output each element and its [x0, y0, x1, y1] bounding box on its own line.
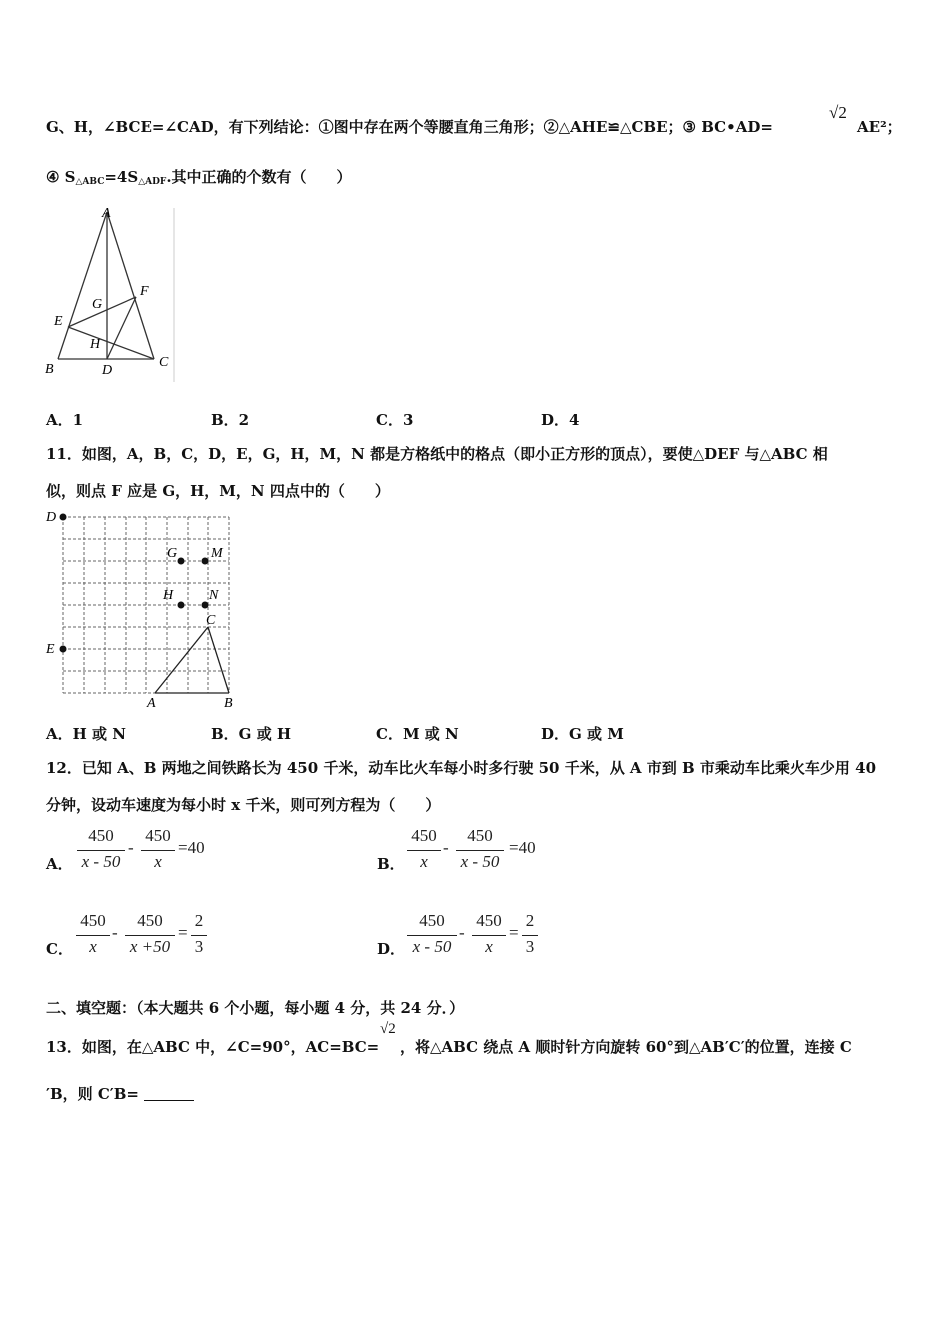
q12-c-minus: - — [112, 923, 118, 942]
point-E — [60, 646, 67, 653]
q10-sub2: △ADF — [138, 177, 167, 187]
q13-line2 — [46, 1083, 194, 1104]
point-D — [60, 514, 67, 521]
q11-option-c[interactable]: C．M 或 N — [376, 725, 459, 743]
label-F: F — [140, 284, 149, 299]
fraction-bar — [76, 935, 110, 936]
q10-line2-tail: .其中正确的个数有（ ） — [166, 168, 352, 186]
numerator: 450 — [137, 911, 163, 930]
denominator: x — [154, 852, 162, 871]
label-B: B — [224, 696, 233, 710]
q10-option-d[interactable]: D．4 — [541, 411, 580, 429]
q10-line2-mid: =4S — [104, 168, 139, 186]
q12-c-frac1 — [76, 911, 110, 959]
q10-line1-text: G、H，∠BCE=∠CAD，有下列结论：①图中存在两个等腰直角三角形；②△AHE≌△CBE；③ BC•AD= — [46, 118, 773, 136]
denominator: x +50 — [129, 937, 171, 956]
fraction-bar — [77, 850, 125, 851]
q10-sqrt2: √2 — [829, 103, 847, 122]
label-C: C — [159, 355, 169, 370]
denominator: x — [420, 852, 428, 871]
label-H: H — [163, 588, 174, 603]
section-title-fill-blank: 二、填空题：（本大题共 6 个小题，每小题 4 分，共 24 分．） — [46, 999, 465, 1017]
q12-line2: 分钟，设动车速度为每小时 x 千米，则可列方程为（ ） — [46, 796, 441, 814]
fraction-bar — [407, 850, 441, 851]
label-D: D — [102, 363, 113, 378]
label-C: C — [206, 613, 216, 628]
q12-a-eq: =40 — [178, 838, 205, 857]
fraction-bar — [407, 935, 457, 936]
fraction-bar — [141, 850, 175, 851]
fraction-bar — [522, 935, 538, 936]
denominator: x — [485, 937, 493, 956]
numerator: 2 — [525, 911, 535, 930]
point-H — [178, 602, 185, 609]
q12-b-eq: =40 — [509, 838, 536, 857]
q12-b-frac1 — [407, 826, 441, 874]
denominator: x — [89, 937, 97, 956]
fraction-bar — [456, 850, 504, 851]
label-A: A — [102, 206, 111, 221]
answer-blank[interactable] — [144, 1086, 194, 1101]
numerator: 450 — [467, 826, 493, 845]
side-ac — [155, 627, 208, 693]
q12-option-a-label[interactable]: A． — [46, 855, 73, 873]
label-A: A — [147, 696, 156, 710]
q11-option-b[interactable]: B．G 或 H — [211, 725, 292, 743]
fraction-bar — [191, 935, 207, 936]
q12-c-frac3 — [191, 911, 207, 959]
q11-option-a[interactable]: A．H 或 N — [46, 725, 126, 743]
q11-line1: 11．如图，A，B，C，D，E，G，H，M，N 都是方格纸中的格点（即小正方形的顶点），要使△DEF 与△ABC 相 — [46, 445, 828, 463]
numerator: 450 — [411, 826, 437, 845]
label-G: G — [167, 546, 178, 561]
q12-d-frac2 — [472, 911, 506, 959]
point-M — [202, 558, 209, 565]
q12-a-frac1 — [77, 826, 125, 874]
q13-line2-text: ′B，则 C′B= — [46, 1085, 145, 1103]
numerator: 450 — [476, 911, 502, 930]
denominator: x - 50 — [412, 937, 452, 956]
label-E: E — [46, 642, 55, 657]
numerator: 450 — [419, 911, 445, 930]
q11-grid-figure — [40, 505, 240, 710]
q10-triangle-figure — [40, 200, 180, 385]
label-E: E — [54, 314, 63, 329]
q10-line2 — [46, 166, 352, 187]
denominator: 3 — [525, 937, 535, 956]
q12-c-eq: = — [178, 923, 188, 942]
q10-line1 — [46, 116, 773, 137]
label-M: M — [211, 546, 223, 561]
label-B: B — [45, 362, 54, 377]
q10-option-a[interactable]: A．1 — [46, 411, 84, 429]
numerator: 450 — [88, 826, 114, 845]
q13-line1a: 13．如图，在△ABC 中，∠C=90°，AC=BC= — [46, 1038, 380, 1056]
numerator: 2 — [194, 911, 204, 930]
q12-line1: 12．已知 A、B 两地之间铁路长为 450 千米，动车比火车每小时多行驶 50 千米，从 A 市到 B 市乘动车比乘火车少用 40 — [46, 759, 877, 777]
point-N — [202, 602, 209, 609]
numerator: 450 — [145, 826, 171, 845]
q12-c-frac2 — [125, 911, 175, 959]
q10-option-c[interactable]: C．3 — [376, 411, 414, 429]
q10-option-b[interactable]: B．2 — [211, 411, 250, 429]
side-cb — [208, 627, 229, 693]
label-N: N — [209, 588, 219, 603]
q12-d-frac1 — [407, 911, 457, 959]
fraction-bar — [472, 935, 506, 936]
q12-a-minus: - — [128, 838, 134, 857]
denominator: x - 50 — [81, 852, 121, 871]
numerator: 450 — [80, 911, 106, 930]
point-G — [178, 558, 185, 565]
q13-sqrt2: √2 — [380, 1021, 396, 1037]
q12-d-eq: = — [509, 923, 519, 942]
q12-d-frac3 — [522, 911, 538, 959]
q10-ae2: AE²； — [857, 118, 902, 136]
label-D: D — [46, 510, 57, 525]
label-G: G — [92, 297, 103, 312]
q13-line1b: ，将△ABC 绕点 A 顺时针方向旋转 60°到△AB′C′的位置，连接 C — [400, 1038, 852, 1056]
segment-df — [107, 297, 136, 359]
denominator: x - 50 — [460, 852, 500, 871]
segment-ec — [68, 327, 154, 359]
q12-d-minus: - — [459, 923, 465, 942]
q11-option-d[interactable]: D．G 或 M — [541, 725, 624, 743]
q12-b-frac2 — [456, 826, 504, 874]
q10-line2-s1: ④ S — [46, 168, 76, 186]
denominator: 3 — [194, 937, 204, 956]
q12-a-frac2 — [141, 826, 175, 874]
q12-option-c-label[interactable]: C． — [46, 940, 73, 958]
q10-sub1: △ABC — [75, 177, 105, 187]
q12-option-b-label[interactable]: B． — [377, 855, 405, 873]
fraction-bar — [125, 935, 175, 936]
q12-option-d-label[interactable]: D． — [377, 940, 406, 958]
q11-line2: 似，则点 F 应是 G，H，M，N 四点中的（ ） — [46, 482, 390, 500]
q12-b-minus: - — [443, 838, 449, 857]
label-H: H — [90, 337, 101, 352]
